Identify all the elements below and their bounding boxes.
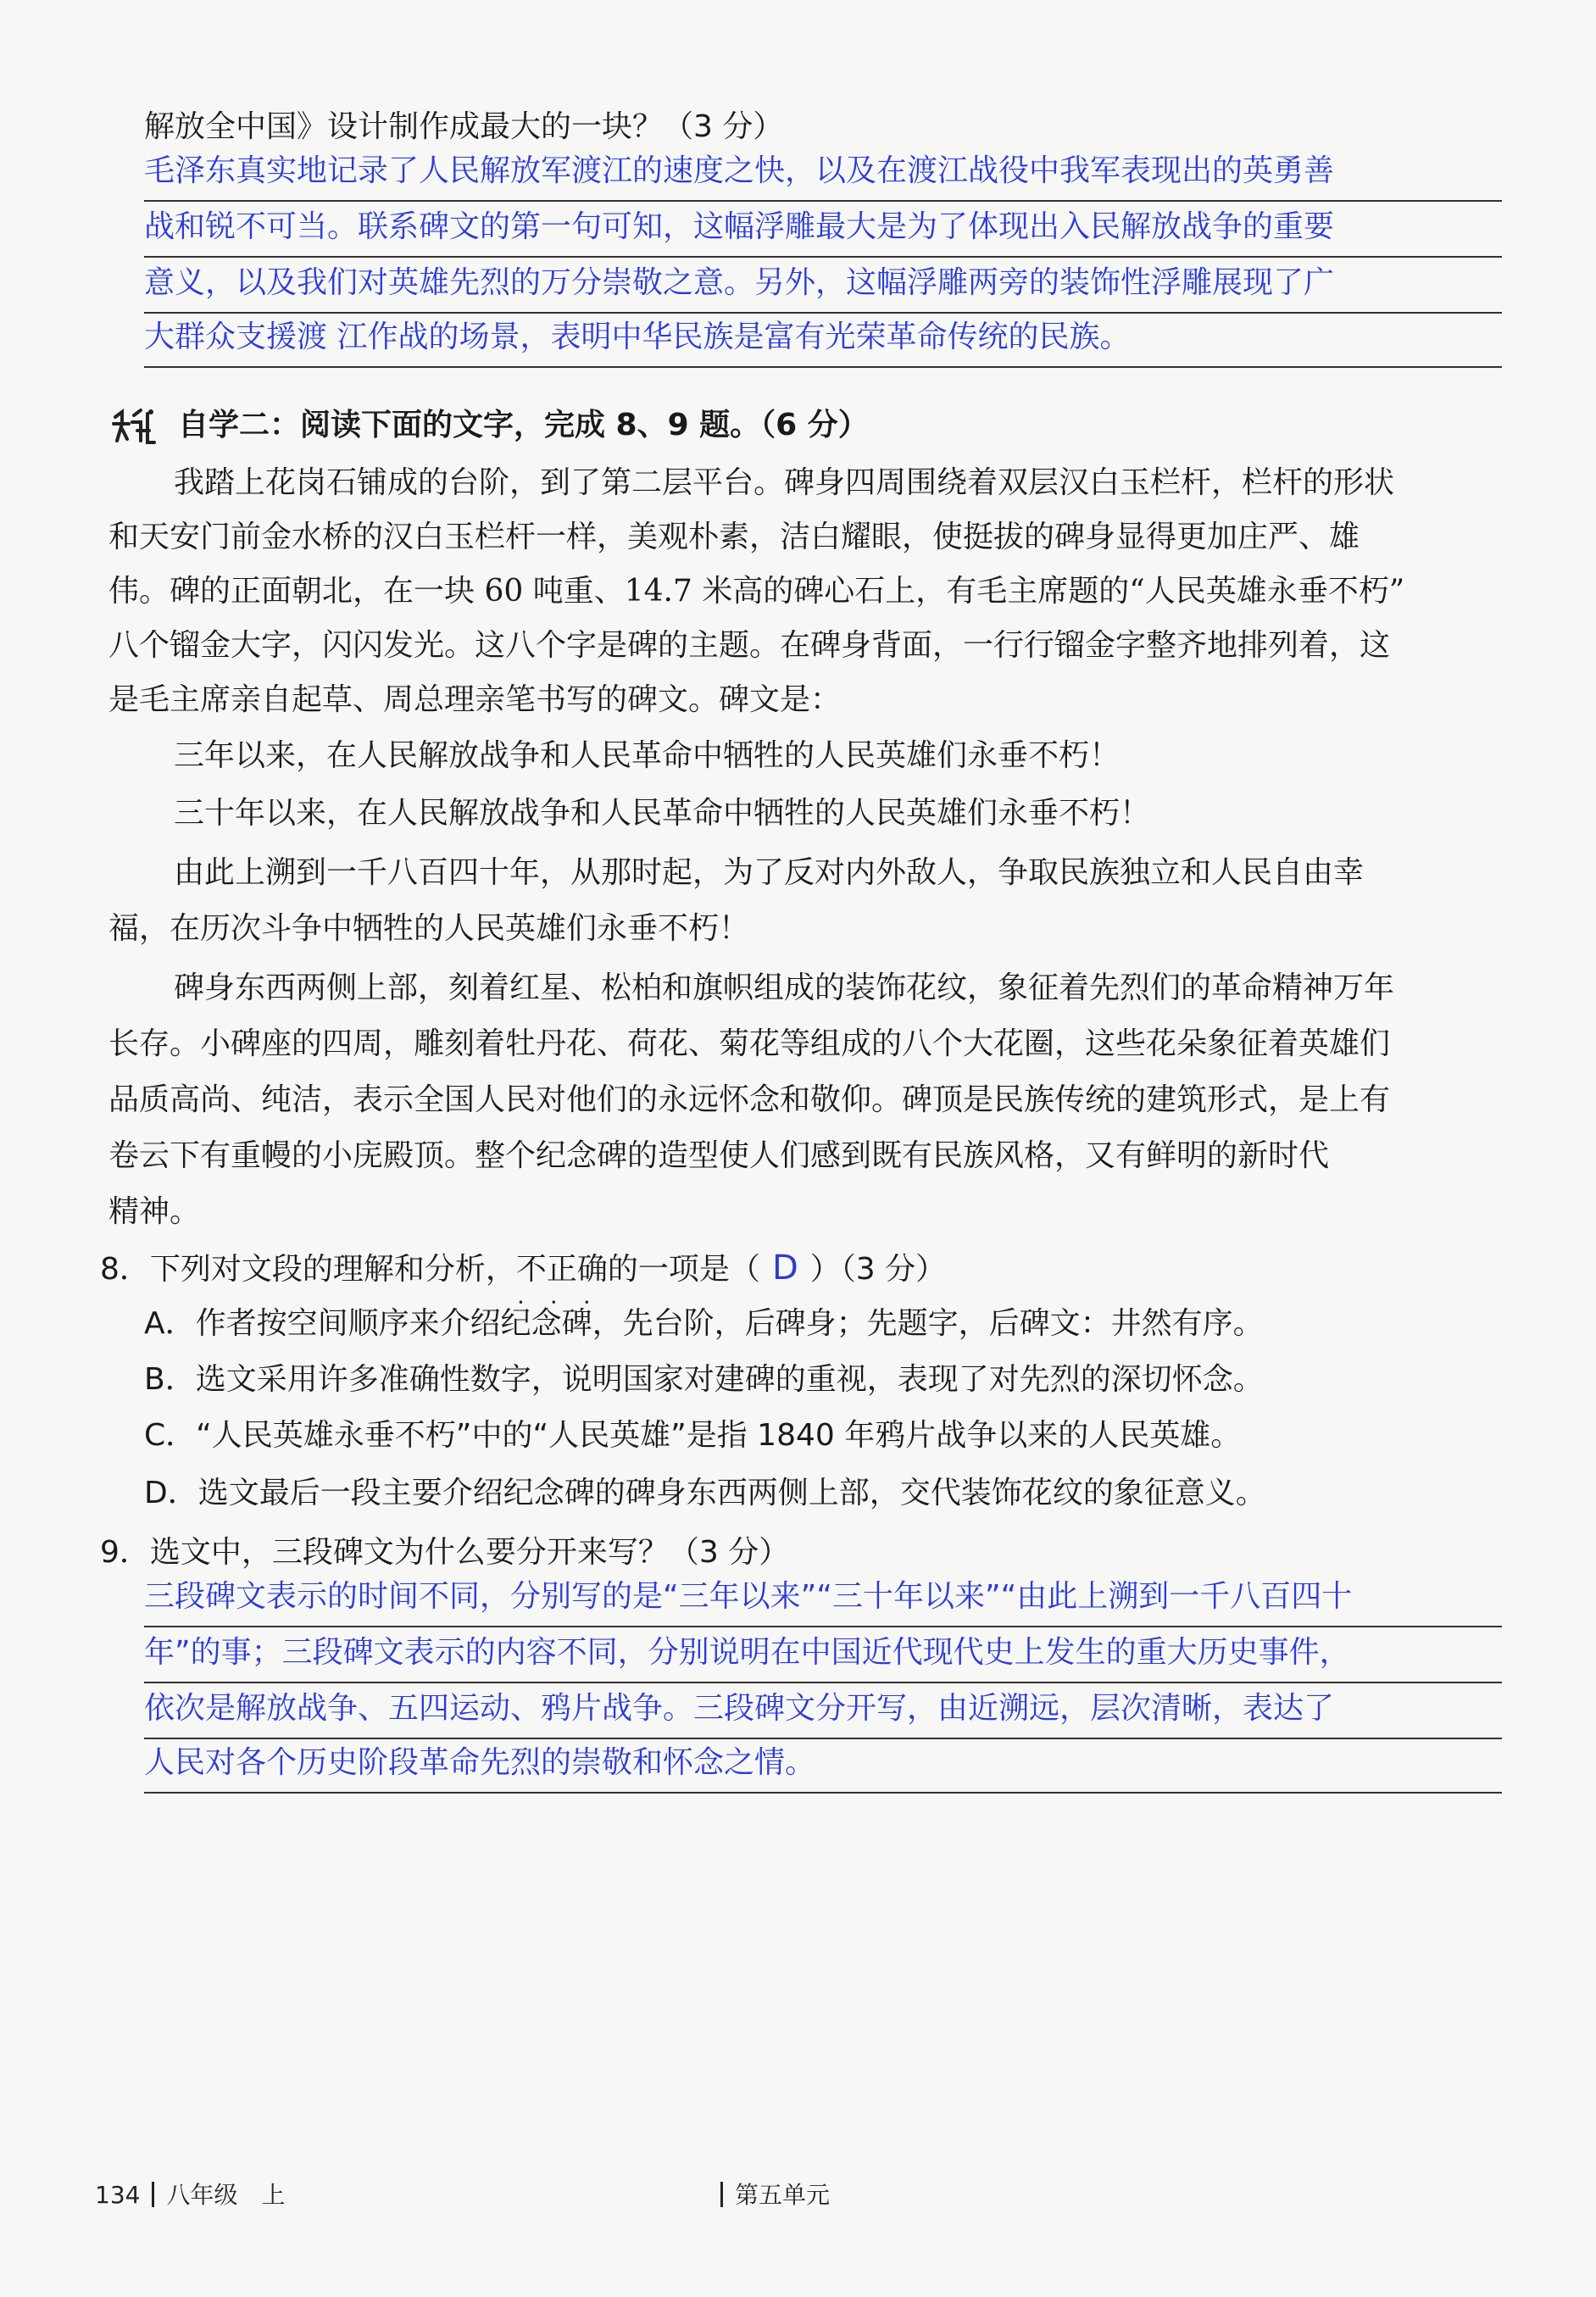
- self-study-icon: [110, 407, 156, 446]
- option-b: B．选文采用许多准确性数字，说明国家对建碑的重视，表现了对先烈的深切怀念。: [144, 1362, 1264, 1397]
- question-tail: 解放全中国》设计制作成最大的一块？（3 分）: [144, 109, 784, 144]
- page-number: 134: [95, 2181, 141, 2209]
- passage-line: 品质高尚、纯洁，表示全国人民对他们的永远怀念和敬仰。碑顶是民族传统的建筑形式，是上有: [108, 1082, 1391, 1117]
- answer-rule: [144, 1738, 1502, 1739]
- question-8-emphasis: 不正确 • • •: [516, 1252, 608, 1287]
- passage-line: 和天安门前金水桥的汉白玉栏杆一样，美观朴素，洁白耀眼，使挺拔的碑身显得更加庄严、雄: [108, 520, 1360, 554]
- answer-line-2: 战和锐不可当。联系碑文的第一句可知，这幅浮雕最大是为了体现出入民解放战争的重要: [144, 209, 1335, 244]
- option-a: A．作者按空间顺序来介绍纪念碑，先台阶，后碑身；先题字，后碑文：井然有序。: [144, 1306, 1264, 1341]
- answer-rule: [144, 200, 1502, 202]
- passage-line: 碑身东西两侧上部，刻着红星、松柏和旗帜组成的装饰花纹，象征着先烈们的革命精神万年: [174, 971, 1395, 1005]
- passage-line: 我踏上花岗石铺成的台阶，到了第二层平台。碑身四周围绕着双层汉白玉栏杆，栏杆的形状: [174, 465, 1395, 500]
- q9-answer-line-4: 人民对各个历史阶段革命先烈的崇敬和怀念之情。: [144, 1745, 816, 1780]
- passage-line: 伟。碑的正面朝北，在一块 60 吨重、14.7 米高的碑心石上，有毛主席题的“人民英雄永垂不朽”: [108, 574, 1405, 609]
- passage-line: 卷云下有重幔的小庑殿顶。整个纪念碑的造型使人们感到既有民族风格，又有鲜明的新时代: [108, 1138, 1330, 1173]
- section-heading: 自学二：阅读下面的文字，完成 8、9 题。（6 分）: [178, 408, 869, 442]
- question-9: 9．选文中，三段碑文为什么要分开来写？（3 分）: [100, 1535, 790, 1570]
- q9-answer-line-2: 年”的事；三段碑文表示的内容不同，分别说明在中国近代现代史上发生的重大历史事件，: [144, 1635, 1350, 1670]
- answer-rule: [144, 366, 1502, 368]
- answer-line-3: 意义，以及我们对英雄先烈的万分崇敬之意。另外，这幅浮雕两旁的装饰性浮雕展现了广: [144, 265, 1335, 300]
- option-c: C．“人民英雄永垂不朽”中的“人民英雄”是指 1840 年鸦片战争以来的人民英雄。: [144, 1418, 1242, 1453]
- grade-label: 八年级 上: [166, 2181, 286, 2209]
- question-8-answer: D: [771, 1249, 798, 1288]
- answer-rule: [144, 1792, 1502, 1794]
- answer-line-4: 大群众支援渡 江作战的场景，表明中华民族是富有光荣革命传统的民族。: [144, 320, 1131, 354]
- question-8-suffix: 的一项是（: [607, 1252, 760, 1287]
- question-8-prefix: 8．下列对文段的理解和分析，: [100, 1252, 516, 1287]
- answer-rule: [144, 1626, 1502, 1627]
- passage-line: 三年以来，在人民解放战争和人民革命中牺牲的人民英雄们永垂不朽！: [174, 738, 1121, 773]
- footer-divider: [720, 2182, 723, 2207]
- passage-line: 三十年以来，在人民解放战争和人民革命中牺牲的人民英雄们永垂不朽！: [174, 796, 1151, 831]
- passage-line: 是毛主席亲自起草、周总理亲笔书写的碑文。碑文是：: [108, 682, 842, 717]
- question-8: [100, 1249, 946, 1288]
- passage-line: 福，在历次斗争中牺牲的人民英雄们永垂不朽！: [108, 911, 750, 946]
- unit-label: 第五单元: [735, 2181, 831, 2209]
- footer-left: [95, 2177, 285, 2211]
- passage-line: 由此上溯到一千八百四十年，从那时起，为了反对内外敌人，争取民族独立和人民自由幸: [174, 855, 1365, 890]
- passage-line: 长存。小碑座的四周，雕刻着牡丹花、荷花、菊花等组成的八个大花圈，这些花朵象征着英雄们: [108, 1026, 1391, 1061]
- answer-rule: [144, 1682, 1502, 1683]
- q9-answer-line-3: 依次是解放战争、五四运动、鸦片战争。三段碑文分开写，由近溯远，层次清晰，表达了: [144, 1691, 1335, 1726]
- option-d: D．选文最后一段主要介绍纪念碑的碑身东西两侧上部，交代装饰花纹的象征意义。: [144, 1476, 1266, 1510]
- answer-line-1: 毛泽东真实地记录了人民解放军渡江的速度之快，以及在渡江战役中我军表现出的英勇善: [144, 153, 1335, 188]
- footer-divider: [152, 2182, 154, 2207]
- q9-answer-line-1: 三段碑文表示的时间不同，分别写的是“三年以来”“三十年以来”“由此上溯到一千八百四十: [144, 1579, 1353, 1614]
- answer-rule: [144, 312, 1502, 314]
- answer-rule: [144, 256, 1502, 258]
- question-8-end: ）（3 分）: [809, 1252, 947, 1287]
- passage-line: 八个镏金大字，闪闪发光。这八个字是碑的主题。在碑身背面，一行行镏金字整齐地排列着，这: [108, 628, 1391, 663]
- footer-right: [720, 2177, 830, 2211]
- passage-line: 精神。: [108, 1194, 201, 1229]
